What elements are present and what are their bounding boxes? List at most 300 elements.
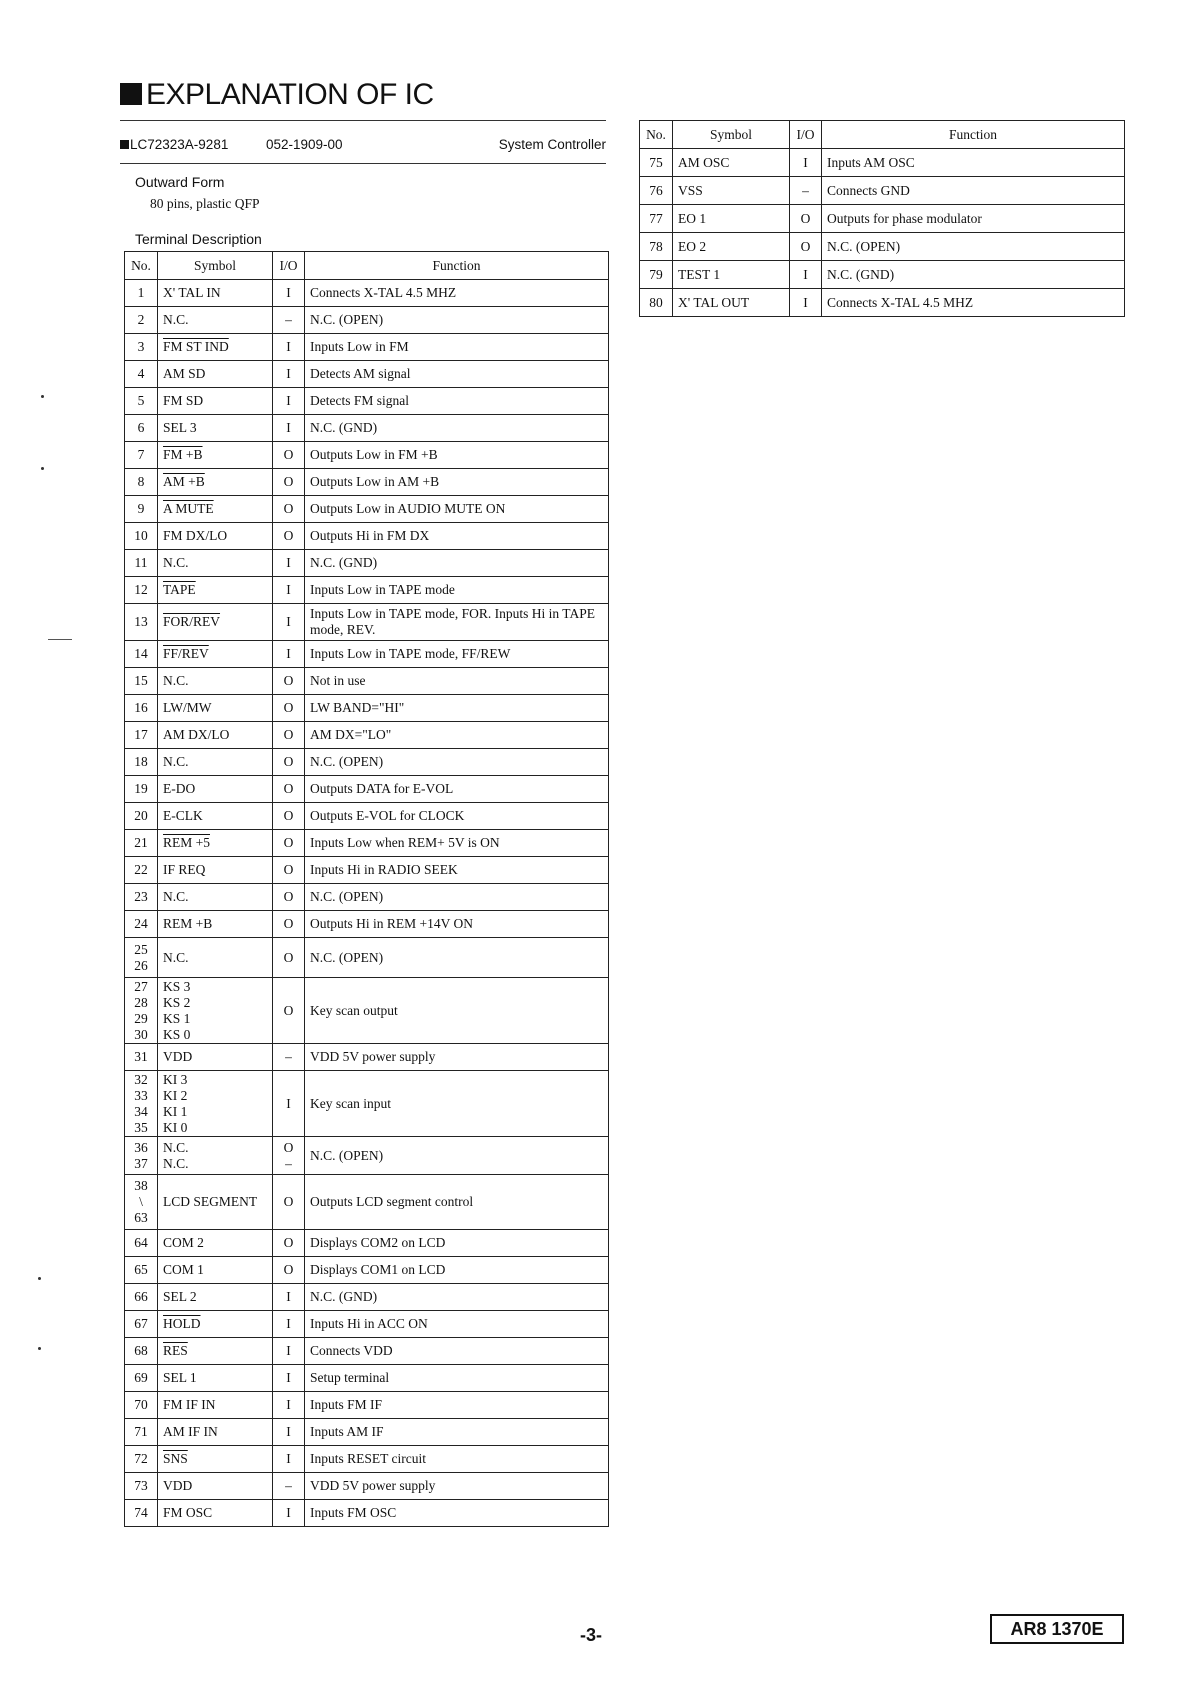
- pin-number: 37: [134, 1155, 148, 1171]
- pin-symbol: FF/REV: [163, 646, 209, 661]
- pin-io: I: [286, 420, 291, 435]
- pin-number: 24: [134, 916, 148, 931]
- pin-symbol: VDD: [163, 1049, 193, 1064]
- pin-io-cell: [273, 911, 305, 938]
- table-row: [125, 938, 609, 978]
- pin-io-cell: [273, 884, 305, 911]
- table-row: [125, 1473, 609, 1500]
- pin-number-cell: [125, 978, 158, 1044]
- pin-symbol-cell: [158, 1419, 273, 1446]
- pin-symbol-cell: [158, 1137, 273, 1175]
- pin-number: 20: [134, 808, 148, 823]
- table-row: [125, 749, 609, 776]
- pin-number: 77: [649, 210, 663, 226]
- pin-number-cell: [125, 361, 158, 388]
- scan-speck: [41, 395, 44, 398]
- table-row: [125, 857, 609, 884]
- pin-number: 29: [134, 1010, 148, 1026]
- ic-rule: [120, 163, 606, 164]
- pin-io-cell: [273, 1311, 305, 1338]
- pin-number-cell: [640, 289, 673, 317]
- pin-function: N.C. (GND): [305, 1284, 609, 1311]
- pin-symbol: AM OSC: [678, 154, 730, 170]
- pin-symbol: AM +B: [163, 474, 205, 489]
- pin-number-cell: [125, 884, 158, 911]
- pin-symbol: REM +B: [163, 916, 213, 931]
- table-row: [125, 334, 609, 361]
- pin-io: –: [285, 1155, 292, 1171]
- pin-io: O: [800, 210, 811, 226]
- pin-symbol-cell: [158, 884, 273, 911]
- pin-function: Inputs RESET circuit: [305, 1446, 609, 1473]
- pin-number: 36: [134, 1139, 148, 1155]
- pin-number: 25: [134, 941, 148, 957]
- pin-symbol-cell: [158, 668, 273, 695]
- pin-symbol: N.C.: [163, 1155, 189, 1171]
- pin-io-cell: [790, 261, 822, 289]
- pin-number: 73: [134, 1478, 148, 1493]
- pin-number-cell: [125, 938, 158, 978]
- pin-symbol: A MUTE: [163, 501, 214, 516]
- pin-number: 79: [649, 266, 663, 282]
- table-row: [125, 1311, 609, 1338]
- pin-number: 67: [134, 1316, 148, 1331]
- pin-symbol-cell: [158, 1338, 273, 1365]
- pin-io-cell: [273, 1257, 305, 1284]
- header-symbol: Symbol: [158, 252, 273, 280]
- pin-symbol: SEL 1: [163, 1370, 197, 1385]
- pin-function: Outputs E-VOL for CLOCK: [305, 803, 609, 830]
- scan-dash: [48, 639, 72, 640]
- pin-number-cell: [125, 1175, 158, 1230]
- pin-symbol-cell: [158, 415, 273, 442]
- pin-symbol: $\overline{RES}$: [163, 1343, 188, 1358]
- page-heading: [120, 78, 434, 112]
- pin-io: I: [286, 1316, 291, 1331]
- pin-number-cell: [125, 1044, 158, 1071]
- table-row: [125, 415, 609, 442]
- pin-function: AM DX="LO": [305, 722, 609, 749]
- pin-symbol: $\overline{SNS}$: [163, 1451, 188, 1466]
- pin-number-cell: [125, 442, 158, 469]
- pin-function: Detects AM signal: [305, 361, 609, 388]
- pin-function: VDD 5V power supply: [305, 1044, 609, 1071]
- pin-symbol-cell: [158, 577, 273, 604]
- pin-symbol: E-DO: [163, 781, 196, 796]
- pin-number: 5: [137, 393, 145, 408]
- pin-number-cell: [125, 307, 158, 334]
- pin-symbol: KI 1: [163, 1103, 188, 1119]
- pin-number: 66: [134, 1289, 148, 1304]
- pin-number: 26: [134, 957, 148, 973]
- pin-number: 63: [134, 1210, 148, 1225]
- pin-symbol: REM +5: [163, 835, 210, 850]
- pin-number: 23: [134, 889, 148, 904]
- pin-io-cell: [273, 469, 305, 496]
- table-row: [125, 1392, 609, 1419]
- pin-function: N.C. (OPEN): [822, 233, 1125, 261]
- pin-number-cell: [125, 334, 158, 361]
- bullet-square-icon: [120, 140, 129, 149]
- pin-symbol-cell: [158, 978, 273, 1044]
- pin-function: Outputs Low in FM +B: [305, 442, 609, 469]
- pin-io: O: [283, 727, 294, 742]
- pin-io-cell: [273, 361, 305, 388]
- pin-symbol: X' TAL IN: [163, 285, 221, 300]
- pin-io: I: [286, 285, 291, 300]
- pin-function: Displays COM2 on LCD: [305, 1230, 609, 1257]
- pin-table-left: [124, 251, 609, 1527]
- table-row: [640, 177, 1125, 205]
- pin-io: I: [286, 1095, 291, 1111]
- pin-number-cell: [125, 577, 158, 604]
- pin-number: 33: [134, 1087, 148, 1103]
- pin-table-right-body: [640, 149, 1125, 317]
- pin-number: 72: [134, 1451, 148, 1466]
- pin-io-cell: [790, 233, 822, 261]
- pin-symbol: AM IF IN: [163, 1424, 218, 1439]
- pin-number-cell: [125, 469, 158, 496]
- table-header-row: [640, 121, 1125, 149]
- pin-io: I: [286, 1289, 291, 1304]
- pin-number: 6: [137, 420, 145, 435]
- pin-number: 18: [134, 754, 148, 769]
- pin-symbol-cell: [158, 1500, 273, 1527]
- pin-io: –: [285, 1049, 292, 1064]
- pin-number: 16: [134, 700, 148, 715]
- pin-io-cell: [273, 978, 305, 1044]
- pin-io: I: [286, 366, 291, 381]
- pin-io: O: [283, 1262, 294, 1277]
- table-row: [125, 469, 609, 496]
- ic-description: System Controller: [498, 137, 606, 152]
- header-no: No.: [125, 252, 158, 280]
- pin-symbol: KS 0: [163, 1026, 191, 1042]
- pin-symbol-cell: [158, 1473, 273, 1500]
- pin-number: 3: [137, 339, 145, 354]
- pin-function: Inputs FM OSC: [305, 1500, 609, 1527]
- pin-number: 64: [134, 1235, 148, 1250]
- pin-io-cell: [273, 1137, 305, 1175]
- pin-number-cell: [125, 1473, 158, 1500]
- pin-io-cell: [273, 523, 305, 550]
- pin-symbol: KI 3: [163, 1071, 188, 1087]
- pin-table-right: [639, 120, 1125, 317]
- scan-speck: [38, 1277, 41, 1280]
- pin-io-cell: [273, 695, 305, 722]
- pin-function: Inputs Low in TAPE mode, FF/REW: [305, 641, 609, 668]
- pin-symbol-cell: [158, 361, 273, 388]
- pin-symbol-cell: [158, 695, 273, 722]
- pin-function: Outputs Low in AM +B: [305, 469, 609, 496]
- pin-number: 22: [134, 862, 148, 877]
- pin-symbol-cell: [158, 911, 273, 938]
- pin-symbol: FM +B: [163, 447, 203, 462]
- pin-io-cell: [790, 205, 822, 233]
- pin-symbol-cell: [158, 1044, 273, 1071]
- table-row: [125, 1137, 609, 1175]
- table-row: [125, 550, 609, 577]
- pin-io-cell: [273, 577, 305, 604]
- pin-symbol: SEL 2: [163, 1289, 197, 1304]
- pin-symbol-cell: [158, 1230, 273, 1257]
- pin-symbol-cell: [158, 523, 273, 550]
- pin-io: O: [283, 501, 294, 516]
- header-io: I/O: [273, 252, 305, 280]
- pin-io: O: [283, 781, 294, 796]
- header-io: I/O: [790, 121, 822, 149]
- table-row: [125, 388, 609, 415]
- pin-symbol-cell: [158, 1257, 273, 1284]
- pin-symbol-cell: [158, 280, 273, 307]
- table-row: [640, 289, 1125, 317]
- pin-symbol: LW/MW: [163, 700, 212, 715]
- pin-symbol-cell: [158, 1446, 273, 1473]
- pin-number: 10: [134, 528, 148, 543]
- pin-io-cell: [790, 177, 822, 205]
- document-code: AR8 1370E: [990, 1614, 1124, 1644]
- pin-symbol-cell: [158, 550, 273, 577]
- pin-symbol: LCD SEGMENT: [163, 1194, 258, 1209]
- pin-function: Inputs Low in TAPE mode, FOR. Inputs Hi in TAPE mode, REV.: [305, 604, 609, 641]
- pin-number: 14: [134, 646, 148, 661]
- pin-number-cell: [125, 695, 158, 722]
- pin-io-cell: [273, 550, 305, 577]
- pin-number: 71: [134, 1424, 148, 1439]
- pin-number: 11: [134, 555, 148, 570]
- pin-function: Key scan output: [305, 978, 609, 1044]
- table-row: [640, 261, 1125, 289]
- pin-symbol: KS 1: [163, 1010, 191, 1026]
- pin-number-cell: [125, 388, 158, 415]
- pin-io-cell: [273, 1230, 305, 1257]
- pin-symbol: AM DX/LO: [163, 727, 230, 742]
- pin-io-cell: [273, 280, 305, 307]
- pin-number-cell: [125, 280, 158, 307]
- pin-symbol-cell: [673, 177, 790, 205]
- pin-symbol: VDD: [163, 1478, 193, 1493]
- table-row: [125, 1284, 609, 1311]
- pin-io: I: [286, 614, 291, 629]
- pin-io-cell: [273, 388, 305, 415]
- pin-io-cell: [790, 149, 822, 177]
- pin-number-cell: [125, 1311, 158, 1338]
- pin-symbol-cell: [158, 307, 273, 334]
- pin-number-cell: [125, 1446, 158, 1473]
- table-row: [125, 280, 609, 307]
- table-row: [125, 577, 609, 604]
- pin-number-cell: [125, 1500, 158, 1527]
- pin-symbol-cell: [673, 233, 790, 261]
- pin-function: LW BAND="HI": [305, 695, 609, 722]
- pin-number-cell: [125, 604, 158, 641]
- pin-symbol: EO 2: [678, 238, 707, 254]
- pin-symbol: SEL 3: [163, 420, 197, 435]
- bullet-square-icon: [120, 83, 142, 105]
- pin-number-cell: [125, 1257, 158, 1284]
- pin-number: 4: [137, 366, 145, 381]
- pin-number-cell: [125, 415, 158, 442]
- pin-number-cell: [125, 857, 158, 884]
- pin-io-cell: [273, 307, 305, 334]
- pin-number: 38: [134, 1178, 148, 1193]
- pin-io: I: [286, 555, 291, 570]
- pin-number-cell: [640, 149, 673, 177]
- pin-io-cell: [273, 1473, 305, 1500]
- table-row: [125, 307, 609, 334]
- pin-io-cell: [273, 1392, 305, 1419]
- pin-number-cell: [125, 722, 158, 749]
- pin-io-cell: [273, 668, 305, 695]
- pin-io-cell: [273, 1284, 305, 1311]
- table-row: [125, 523, 609, 550]
- pin-io-cell: [273, 1365, 305, 1392]
- pin-number: 13: [134, 614, 148, 629]
- pin-io: O: [283, 474, 294, 489]
- pin-symbol-cell: [158, 442, 273, 469]
- pin-io-cell: [273, 1500, 305, 1527]
- pin-function: Not in use: [305, 668, 609, 695]
- outward-form-label: Outward Form: [135, 174, 225, 190]
- pin-symbol: N.C.: [163, 754, 189, 769]
- pin-function: N.C. (OPEN): [305, 749, 609, 776]
- pin-function: Inputs AM IF: [305, 1419, 609, 1446]
- pin-symbol-cell: [673, 261, 790, 289]
- pin-symbol: IF REQ: [163, 862, 206, 877]
- pin-function: Connects VDD: [305, 1338, 609, 1365]
- pin-function: Inputs AM OSC: [822, 149, 1125, 177]
- table-row: [125, 695, 609, 722]
- pin-number-cell: [125, 1230, 158, 1257]
- pin-number: 74: [134, 1505, 148, 1520]
- pin-function: Inputs Low when REM+ 5V is ON: [305, 830, 609, 857]
- pin-symbol: N.C.: [163, 673, 189, 688]
- pin-number-cell: [125, 1284, 158, 1311]
- pin-io: I: [286, 1451, 291, 1466]
- pin-symbol: EO 1: [678, 210, 707, 226]
- ic-part-number: LC72323A-9281: [130, 137, 229, 152]
- pin-io: I: [803, 154, 808, 170]
- pin-io-cell: [273, 442, 305, 469]
- pin-symbol-cell: [158, 496, 273, 523]
- table-row: [125, 1365, 609, 1392]
- pin-io-cell: [790, 289, 822, 317]
- page-number: -3-: [580, 1625, 602, 1645]
- pin-symbol: VSS: [678, 182, 703, 198]
- table-row: [125, 884, 609, 911]
- pin-function: Inputs Hi in ACC ON: [305, 1311, 609, 1338]
- pin-io-cell: [273, 1446, 305, 1473]
- table-row: [125, 1446, 609, 1473]
- pin-number: 9: [137, 501, 145, 516]
- pin-number-cell: [125, 523, 158, 550]
- pin-function: Inputs FM IF: [305, 1392, 609, 1419]
- pin-function: Connects GND: [822, 177, 1125, 205]
- pin-symbol-cell: [673, 289, 790, 317]
- pin-io: O: [283, 1002, 294, 1018]
- pin-io: O: [283, 754, 294, 769]
- pin-io: I: [286, 339, 291, 354]
- pin-io-cell: [273, 776, 305, 803]
- pin-number: \: [139, 1194, 143, 1209]
- pin-function: VDD 5V power supply: [305, 1473, 609, 1500]
- pin-symbol-cell: [158, 749, 273, 776]
- pin-symbol-cell: [158, 938, 273, 978]
- pin-symbol: N.C.: [163, 949, 189, 965]
- pin-symbol-cell: [158, 641, 273, 668]
- pin-symbol: N.C.: [163, 312, 189, 327]
- table-row: [125, 1071, 609, 1137]
- table-row: [125, 496, 609, 523]
- table-row: [125, 830, 609, 857]
- pin-io: O: [283, 862, 294, 877]
- table-row: [125, 911, 609, 938]
- pin-io: I: [286, 646, 291, 661]
- scan-speck: [38, 1347, 41, 1350]
- pin-io: O: [283, 889, 294, 904]
- pin-symbol-cell: [158, 334, 273, 361]
- pin-number-cell: [125, 911, 158, 938]
- table-row: [125, 722, 609, 749]
- pin-io: O: [283, 700, 294, 715]
- pin-number: 17: [134, 727, 148, 742]
- pin-symbol: E-CLK: [163, 808, 203, 823]
- pin-number-cell: [640, 177, 673, 205]
- pin-io-cell: [273, 830, 305, 857]
- pin-symbol-cell: [158, 469, 273, 496]
- table-row: [125, 1257, 609, 1284]
- pin-function: Displays COM1 on LCD: [305, 1257, 609, 1284]
- pin-io: O: [283, 447, 294, 462]
- pin-function: Key scan input: [305, 1071, 609, 1137]
- header-function: Function: [822, 121, 1125, 149]
- pin-number-cell: [125, 1365, 158, 1392]
- pin-io-cell: [273, 641, 305, 668]
- pin-number: 65: [134, 1262, 148, 1277]
- pin-number: 2: [137, 312, 145, 327]
- pin-number: 31: [134, 1049, 148, 1064]
- pin-function: Outputs LCD segment control: [305, 1175, 609, 1230]
- pin-function: N.C. (GND): [305, 550, 609, 577]
- pin-symbol-cell: [158, 803, 273, 830]
- pin-number-cell: [125, 550, 158, 577]
- pin-io: I: [286, 393, 291, 408]
- table-row: [125, 978, 609, 1044]
- table-row: [125, 1419, 609, 1446]
- pin-symbol: X' TAL OUT: [678, 294, 750, 310]
- pin-symbol-cell: [673, 149, 790, 177]
- pin-function: N.C. (OPEN): [305, 938, 609, 978]
- pin-number: 32: [134, 1071, 148, 1087]
- pin-function: N.C. (OPEN): [305, 884, 609, 911]
- pin-symbol-cell: [673, 205, 790, 233]
- pin-symbol: FM DX/LO: [163, 528, 228, 543]
- pin-number: 7: [137, 447, 145, 462]
- table-row: [125, 1230, 609, 1257]
- pin-symbol-cell: [158, 1365, 273, 1392]
- pin-number-cell: [640, 233, 673, 261]
- pin-function: Inputs Hi in RADIO SEEK: [305, 857, 609, 884]
- pin-number: 76: [649, 182, 663, 198]
- pin-symbol-cell: [158, 776, 273, 803]
- pin-number-cell: [640, 205, 673, 233]
- pin-io-cell: [273, 1419, 305, 1446]
- pin-symbol: KI 0: [163, 1119, 188, 1135]
- pin-io-cell: [273, 334, 305, 361]
- header-no: No.: [640, 121, 673, 149]
- pin-io: –: [285, 312, 292, 327]
- pin-number: 27: [134, 978, 148, 994]
